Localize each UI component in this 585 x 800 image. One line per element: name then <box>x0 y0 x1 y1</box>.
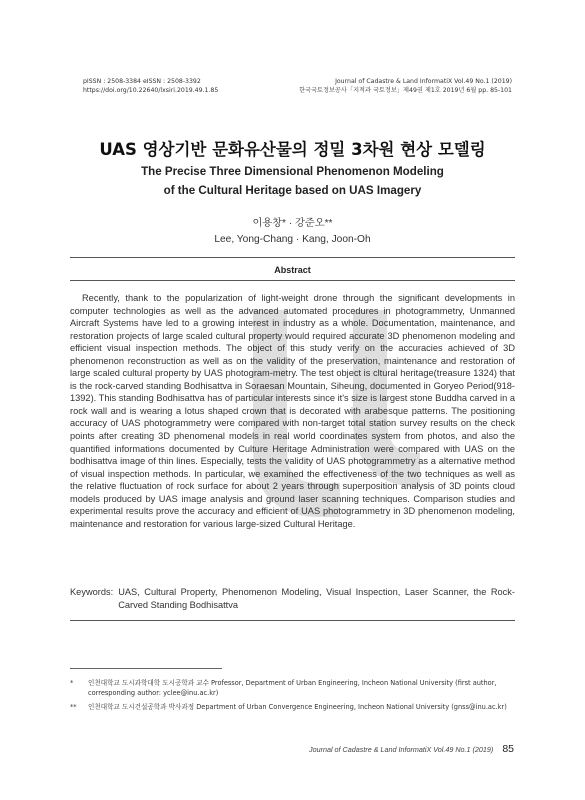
doi-link[interactable]: https://doi.org/10.22640/lxsiri.2019.49.1.85 <box>83 87 219 94</box>
abstract-divider <box>70 280 515 281</box>
footnote-mark: * <box>70 679 74 687</box>
footnote-first-author <box>70 679 515 698</box>
header-left <box>83 77 218 95</box>
keywords-label: Keywords: <box>70 587 114 597</box>
bottom-divider <box>70 620 515 621</box>
footnote-second-author <box>70 703 515 713</box>
issn-line: pISSN : 2508-3384 eISSN : 2508-3392 <box>83 78 201 85</box>
footnote-mark: ** <box>70 703 77 711</box>
abstract-text: Recently, thank to the popularization of light-weight drone through the significant developments in computer technologies as well as the advanced automated procedures in photogrammetry, Unmanned Aircraft Systems have led to a growing interest in industry as a whole. Documentation, maintenance, and restoration projects of large scaled cultural property would required accurate 3D phenomenon modeling and efficient visual inspection methods. The object of this study verify on the accuracies achieved of 3D phenomenon reconstruction as well as on the validity of the preservation, maintenance and restoration of large scaled cultural property by UAS photogram-metry. The test object is cltural heritage(treasure 1324) that is the rock-carved standing Bodhisattva in Soraesan Mountain, Siheung, documented in Goryeo Period(918-1392). This standing Bodhisattva has of particular interests since it's size is largest stone Buddha carved in a rock wall and is wearing a lotus shaped crown that is decorated with arabesque patterns. The positioning accuracy of UAS photogrammetry were compared with non-target total station survey results on the check points after creating 3D phenomenal models in real world coordinates system from photos, and also the quantified informations documented by Culture Heritage Administration were compared with UAS on the bodhisattva image of thin lines. Especially, tests the validity of UAS photogrammetry as a alternative method of visual inspection methods. In particular, we examined the effectiveness of the two techniques as well as the relative fluctuation of rock surface for about 2 years through superposition analysis of 3D points cloud models produced by UAS image analysis and ground laser scanning techniques. Comparison studies and experimental results prove the accuracy and efficient of UAS photogrammetry in 3D phenomenon modeling, maintenance and restoration for various large-sized Cultural Heritage. <box>70 293 515 529</box>
keywords <box>70 586 515 611</box>
page-number: 85 <box>502 743 514 755</box>
footer-journal: Journal of Cadastre & Land InformatiX Vol.49 No.1 (2019) <box>308 745 494 754</box>
authors <box>0 216 585 248</box>
footnote-text: 인천대학교 도시과학대학 도시공학과 교수 Professor, Department of Urban Engineering, Incheon National University (first author, corresponding author: yclee@inu.ac.kr) <box>88 679 497 697</box>
keywords-text: UAS, Cultural Property, Phenomenon Modeling, Visual Inspection, Laser Scanner, the Rock-Carved Standing Bodhisattva <box>118 587 515 610</box>
abstract-heading: Abstract <box>274 265 311 275</box>
journal-line: Journal of Cadastre & Land InformatiX Vol.49 No.1 (2019) <box>335 78 512 85</box>
top-divider <box>70 257 515 258</box>
journal-line-korean: 한국국토정보공사「지적과 국토정보」제49권 제1호 2019년 6월 pp. 85-101 <box>299 87 512 94</box>
page-footer <box>309 743 514 755</box>
title-english <box>0 162 585 200</box>
title-korean: UAS 영상기반 문화유산물의 정밀 3차원 현상 모델링 <box>99 140 486 159</box>
title-english-line-2: of the Cultural Heritage based on UAS Imagery <box>163 184 422 197</box>
header-right <box>299 77 512 95</box>
authors-korean: 이용창* · 강준오** <box>252 218 333 229</box>
title-english-line-1: The Precise Three Dimensional Phenomenon Modeling <box>141 165 444 178</box>
authors-english: Lee, Yong-Chang · Kang, Joon-Oh <box>214 234 371 245</box>
footnote-text: 인천대학교 도시건설공학과 박사과정 Department of Urban Convergence Engineering, Incheon National University (gnss@inu.ac.kr) <box>88 703 507 711</box>
footnote-divider <box>70 668 222 669</box>
